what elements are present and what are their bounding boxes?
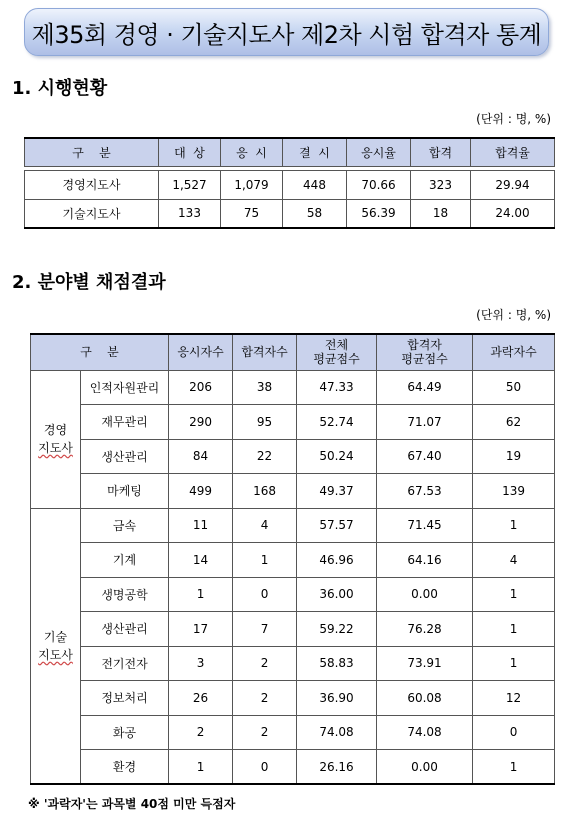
results-header-failed-subject: 과락자수 — [473, 334, 555, 370]
status-header-applied: 응 시 — [221, 138, 283, 166]
results-header-passer-avg: 합격자 평균점수 — [377, 334, 473, 370]
status-table-header-row — [25, 138, 555, 166]
table-cell: 19 — [473, 439, 555, 474]
table-cell: 4 — [473, 543, 555, 578]
table-cell: 64.49 — [377, 370, 473, 405]
table-cell: 생산관리 — [81, 612, 169, 647]
results-table-header-row — [31, 334, 555, 370]
table-cell: 11 — [169, 508, 233, 543]
section1-unit-note: (단위 : 명, %) — [476, 112, 551, 126]
table-cell: 금속 — [81, 508, 169, 543]
table-cell: 49.37 — [297, 474, 377, 509]
table-cell: 24.00 — [471, 199, 555, 228]
table-cell: 기술지도사 — [25, 199, 159, 228]
table-cell: 95 — [233, 405, 297, 440]
section2-unit-note: (단위 : 명, %) — [476, 308, 551, 322]
table-cell: 59.22 — [297, 612, 377, 647]
table-cell: 17 — [169, 612, 233, 647]
status-header-passed: 합격 — [411, 138, 471, 166]
table-cell: 75 — [221, 199, 283, 228]
table-cell: 50 — [473, 370, 555, 405]
group-label-line2: 지도사 — [38, 647, 73, 662]
table-cell: 133 — [159, 199, 221, 228]
table-cell: 재무관리 — [81, 405, 169, 440]
table-cell: 29.94 — [471, 170, 555, 199]
table-row — [25, 170, 555, 199]
table-cell: 화공 — [81, 715, 169, 750]
table-cell: 67.53 — [377, 474, 473, 509]
table-cell: 7 — [233, 612, 297, 647]
table-cell: 생산관리 — [81, 439, 169, 474]
table-cell: 36.00 — [297, 577, 377, 612]
table-cell: 58.83 — [297, 646, 377, 681]
group-label-line2: 지도사 — [38, 441, 73, 455]
field-results-table — [30, 333, 555, 785]
table-cell: 정보처리 — [81, 681, 169, 716]
table-cell: 1 — [473, 646, 555, 681]
table-cell: 47.33 — [297, 370, 377, 405]
table-cell: 생명공학 — [81, 577, 169, 612]
results-header-overall-avg: 전체 평균점수 — [297, 334, 377, 370]
table-row — [31, 543, 555, 578]
table-row — [31, 612, 555, 647]
results-header-category: 구 분 — [31, 334, 169, 370]
status-header-target: 대 상 — [159, 138, 221, 166]
table-cell: 36.90 — [297, 681, 377, 716]
table-cell: 0 — [233, 750, 297, 785]
table-cell: 3 — [169, 646, 233, 681]
table-cell: 1,527 — [159, 170, 221, 199]
table-cell: 71.07 — [377, 405, 473, 440]
table-cell: 448 — [283, 170, 347, 199]
table-cell: 0 — [233, 577, 297, 612]
table-cell: 18 — [411, 199, 471, 228]
section1-heading: 1. 시행현황 — [12, 78, 108, 99]
table-cell: 64.16 — [377, 543, 473, 578]
table-cell: 1 — [169, 577, 233, 612]
table-cell: 62 — [473, 405, 555, 440]
results-header-passers: 합격자수 — [233, 334, 297, 370]
group-label-line1: 경영 — [43, 423, 68, 437]
table-cell: 56.39 — [347, 199, 411, 228]
table-row — [31, 439, 555, 474]
table-cell: 60.08 — [377, 681, 473, 716]
table-cell: 50.24 — [297, 439, 377, 474]
status-header-rate: 응시율 — [347, 138, 411, 166]
table-cell: 1 — [233, 543, 297, 578]
table-cell: 1 — [473, 577, 555, 612]
table-cell: 1 — [473, 612, 555, 647]
table-cell: 기계 — [81, 543, 169, 578]
table-cell: 168 — [233, 474, 297, 509]
table-cell: 499 — [169, 474, 233, 509]
table-cell: 84 — [169, 439, 233, 474]
table-cell: 0.00 — [377, 750, 473, 785]
table-cell: 마케팅 — [81, 474, 169, 509]
table-cell: 52.74 — [297, 405, 377, 440]
footnote: ※ '과락자'는 과목별 40점 미만 득점자 — [28, 797, 236, 811]
table-cell: 26.16 — [297, 750, 377, 785]
table-row — [31, 474, 555, 509]
table-cell: 57.57 — [297, 508, 377, 543]
table-cell: 70.66 — [347, 170, 411, 199]
table-cell: 전기전자 — [81, 646, 169, 681]
table-row — [31, 715, 555, 750]
table-row — [25, 199, 555, 228]
table-row — [31, 646, 555, 681]
table-cell: 139 — [473, 474, 555, 509]
table-cell: 74.08 — [377, 715, 473, 750]
table-cell: 4 — [233, 508, 297, 543]
page-title-banner — [24, 8, 549, 56]
table-cell: 경영지도사 — [25, 170, 159, 199]
table-cell: 0.00 — [377, 577, 473, 612]
table-cell: 2 — [233, 715, 297, 750]
group-label-technical — [31, 508, 81, 784]
table-cell: 2 — [233, 681, 297, 716]
table-row — [31, 681, 555, 716]
section2-heading: 2. 분야별 채점결과 — [12, 272, 166, 293]
table-cell: 26 — [169, 681, 233, 716]
table-cell: 1 — [473, 750, 555, 785]
table-row — [31, 370, 555, 405]
table-cell: 1 — [169, 750, 233, 785]
table-cell: 67.40 — [377, 439, 473, 474]
table-cell: 323 — [411, 170, 471, 199]
table-cell: 14 — [169, 543, 233, 578]
table-cell: 2 — [233, 646, 297, 681]
table-cell: 인적자원관리 — [81, 370, 169, 405]
table-cell: 22 — [233, 439, 297, 474]
table-cell: 2 — [169, 715, 233, 750]
table-cell: 74.08 — [297, 715, 377, 750]
table-row — [31, 508, 555, 543]
page-title: 제35회 경영 · 기술지도사 제2차 시험 합격자 통계 — [31, 20, 542, 49]
status-table — [24, 137, 555, 229]
table-cell: 환경 — [81, 750, 169, 785]
table-cell: 46.96 — [297, 543, 377, 578]
results-header-applicants: 응시자수 — [169, 334, 233, 370]
table-row — [31, 577, 555, 612]
table-cell: 206 — [169, 370, 233, 405]
table-cell: 1 — [473, 508, 555, 543]
table-cell: 0 — [473, 715, 555, 750]
status-header-pass-rate: 합격율 — [471, 138, 555, 166]
table-cell: 73.91 — [377, 646, 473, 681]
table-cell: 71.45 — [377, 508, 473, 543]
table-cell: 38 — [233, 370, 297, 405]
table-cell: 12 — [473, 681, 555, 716]
table-cell: 290 — [169, 405, 233, 440]
table-row — [31, 750, 555, 785]
status-header-category: 구 분 — [25, 138, 159, 166]
table-cell: 1,079 — [221, 170, 283, 199]
group-label-line1: 기술 — [43, 629, 68, 644]
table-row — [31, 405, 555, 440]
table-cell: 76.28 — [377, 612, 473, 647]
group-label-management — [31, 370, 81, 508]
table-cell: 58 — [283, 199, 347, 228]
status-header-absent: 결 시 — [283, 138, 347, 166]
